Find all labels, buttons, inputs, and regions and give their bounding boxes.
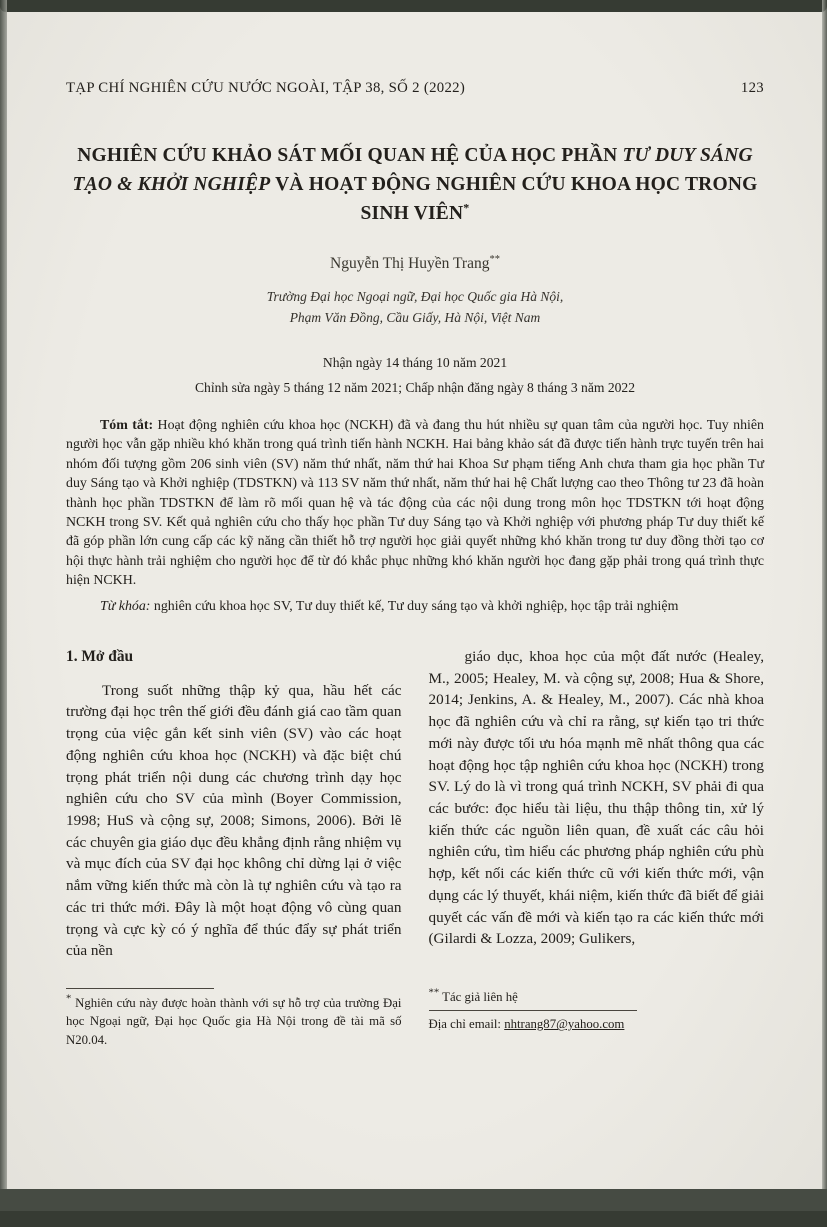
footnote-left bbox=[66, 988, 402, 1050]
keywords-text: nghiên cứu khoa học SV, Tư duy thiết kế, Tư duy sáng tạo và khởi nghiệp, học tập trải nghiệm bbox=[150, 598, 679, 614]
affiliation-line1: Trường Đại học Ngoại ngữ, Đại học Quốc gia Hà Nội, bbox=[266, 289, 564, 304]
footnote-left-marker: * bbox=[66, 993, 72, 1005]
received-date: Nhận ngày 14 tháng 10 năm 2021 bbox=[322, 355, 508, 370]
author-line bbox=[66, 255, 764, 273]
right-column bbox=[429, 646, 765, 962]
footnotes bbox=[66, 988, 764, 1050]
abstract-label: Tóm tắt: bbox=[100, 418, 154, 433]
corresponding-author-line bbox=[429, 988, 765, 1007]
author-name: Nguyễn Thị Huyền Trang bbox=[330, 255, 490, 272]
running-header bbox=[66, 80, 764, 97]
keywords-label: Từ khóa: bbox=[100, 598, 151, 614]
footnote-separator-left bbox=[66, 988, 214, 989]
page-content bbox=[66, 80, 764, 1049]
affiliation-line2: Phạm Văn Đồng, Cầu Giấy, Hà Nội, Việt Nam bbox=[289, 310, 541, 325]
section-1-heading: 1. Mở đầu bbox=[66, 648, 134, 666]
footnote-right-marker: ** bbox=[428, 987, 440, 999]
right-column-paragraph: giáo dục, khoa học của một đất nước (Healey, M., 2005; Healey, M. và cộng sự, 2008; Hua & Shore, 2014; Jenkins, A. & Healey, M., 2007). Các nhà khoa học đã nghiên cứu và chỉ ra rằng, sự kiến tạo tri thức mới này được tối ưu hóa mạnh mẽ nhất thông qua các hoạt động học tập nghiên cứu khoa học (NCKH) trong SV. Lý do là vì trong quá trình NCKH, SV phải đi qua các bước: đọc hiểu tài liệu, thu thập thông tin, xử lý kiến thức các nguồn liên quan, đề xuất các câu hỏi nghiên cứu, tìm hiểu các phương pháp nghiên cứu phù hợp, kết nối các kiến thức cũ với kiến thức mới, vận dụng các lý thuyết, khái niệm, kiến thức đã biết để giải quyết các vấn đề mới và kiến tạo ra các kiến thức mới (Gilardi & Lozza, 2009; Gulikers, bbox=[428, 648, 764, 948]
abstract-section bbox=[66, 416, 764, 591]
scan-edge-bottom-shade bbox=[0, 1189, 827, 1211]
page-number: 123 bbox=[740, 80, 764, 96]
scan-edge-right bbox=[822, 0, 827, 1227]
article-title-part2: VÀ HOẠT ĐỘNG NGHIÊN CỨU KHOA HỌC TRONG SINH VIÊN bbox=[270, 174, 758, 224]
keywords-section bbox=[66, 597, 764, 616]
footnote-left-text bbox=[66, 994, 402, 1050]
scan-edge-left bbox=[0, 0, 7, 1227]
article-title-italic: TƯ DUY SÁNG TẠO & KHỞI NGHIỆP bbox=[72, 145, 753, 195]
scan-edge-top bbox=[0, 0, 827, 12]
email-link[interactable]: nhtrang87@yahoo.com bbox=[504, 1017, 625, 1032]
keywords-paragraph bbox=[66, 597, 764, 616]
scan-edge-bottom bbox=[0, 1211, 827, 1227]
two-column-body bbox=[66, 646, 764, 962]
author-footnote-marker: ** bbox=[489, 253, 500, 265]
left-column bbox=[66, 646, 402, 962]
corresponding-author-text: Tác giả liên hệ bbox=[439, 989, 518, 1004]
abstract-paragraph bbox=[66, 416, 764, 591]
footnote-separator-right bbox=[429, 1010, 637, 1011]
email-label: Địa chỉ email: bbox=[428, 1017, 505, 1032]
abstract-text: Hoạt động nghiên cứu khoa học (NCKH) đã và đang thu hút nhiều sự quan tâm của người học. Tuy nhiên người học vẫn gặp nhiều khó khăn trong quá trình tiến hành NCKH. Hai bảng khảo sát đã được tiến hành trực tuyến trên hai nhóm đối tượng gồm 206 sinh viên (SV) năm thứ nhất, năm thứ hai Khoa Sư phạm tiếng Anh chưa tham gia học phần Tư duy Sáng tạo và Khởi nghiệp (TDSTKN) và 113 SV năm thứ nhất, năm thứ hai hệ Chất lượng cao theo Thông tư 23 đã hoàn thành học phần TDSTKN để làm rõ mối quan hệ và tác động của các nội dung trong môn học TDSTKN tới hoạt động NCKH trong SV. Kết quả nghiên cứu cho thấy học phần Tư duy Sáng tạo và Khởi nghiệp với phương pháp Tư duy thiết kế đã góp phần lớn cung cấp các kỹ năng cần thiết hỗ trợ người học giải quyết những khó khăn trong tư duy đồng thời tạo cơ hội thực hành trải nghiệm cho người học để từ đó khắc phục những khó khăn người học đang gặp phải trong quá trình thực hiện NCKH. bbox=[66, 418, 765, 589]
article-title bbox=[66, 141, 764, 228]
journal-title: TẠP CHÍ NGHIÊN CỨU NƯỚC NGOÀI, TẬP 38, SỐ 2 (2022) bbox=[66, 80, 466, 96]
article-dates bbox=[66, 350, 764, 400]
footnote-right bbox=[429, 988, 765, 1050]
affiliation bbox=[66, 286, 764, 328]
footnote-left-body: Nghiên cứu này được hoàn thành với sự hỗ trợ của trường Đại học Ngoại ngữ, Đại học Quốc gia Hà Nội trong đề tài mã số N20.04. bbox=[66, 995, 402, 1047]
article-title-part1: NGHIÊN CỨU KHẢO SÁT MỐI QUAN HỆ CỦA HỌC PHẦN bbox=[77, 145, 623, 166]
email-line bbox=[429, 1015, 765, 1034]
left-column-paragraph: Trong suốt những thập kỷ qua, hầu hết các trường đại học trên thế giới đều đánh giá cao tầm quan trọng của việc gắn kết sinh viên (SV) vào các hoạt động nghiên cứu khoa học (NCKH) và đặc biệt chú trọng phát triển nội dung các chương trình dạy học nghiên cứu cho SV của mình (Boyer Commission, 1998; HuS và cộng sự, 2008; Simons, 2006). Bởi lẽ các chuyên gia giáo dục đều khẳng định rằng nhiệm vụ và mục đích của SV đại học không chỉ dừng lại ở việc nắm vững kiến thức mà còn là tự nghiên cứu và tạo ra các tri thức mới. Đây là một hoạt động vô cùng quan trọng và cực kỳ có ý nghĩa để thúc đẩy sự phát triển của nền bbox=[66, 681, 402, 960]
title-footnote-marker: * bbox=[463, 200, 470, 215]
revised-accepted-date: Chỉnh sửa ngày 5 tháng 12 năm 2021; Chấp nhận đăng ngày 8 tháng 3 năm 2022 bbox=[194, 380, 636, 395]
